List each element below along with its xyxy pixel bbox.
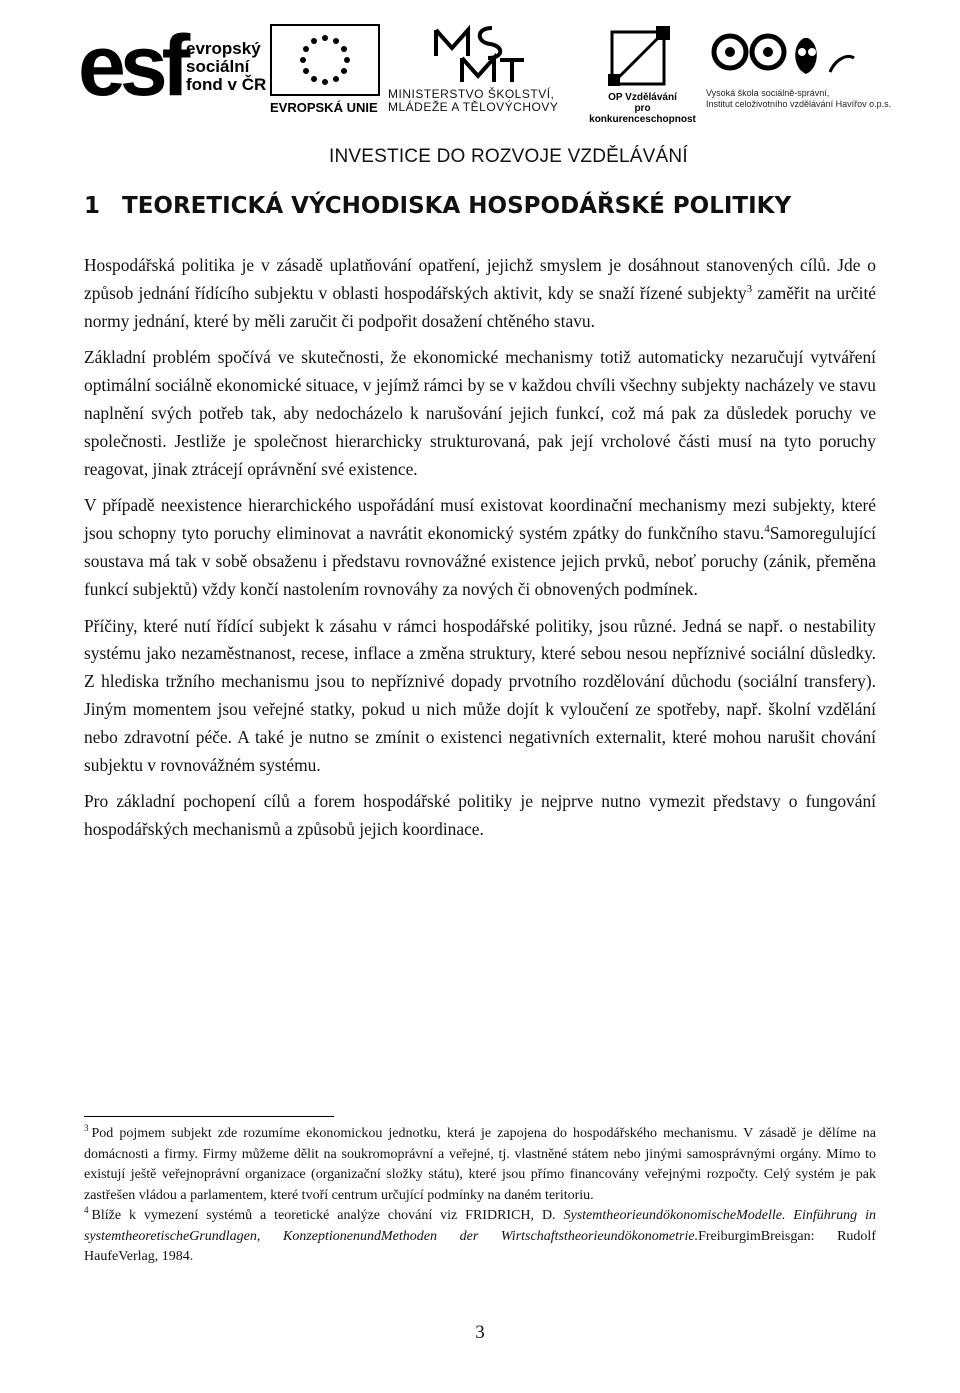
footnote-ref-3[interactable]: 3 (746, 283, 753, 295)
footnote-4-number: 4 (84, 1205, 89, 1216)
esf-line-2: sociální (186, 57, 250, 76)
paragraph-3-text-a: V případě neexistence hierarchického uspořádání musí existovat koordinační mechanismy mezi subjekty, které jsou schopny tyto poruchy eliminovat a navrátit ekonomický systém zpátky do funkčního stavu. (84, 495, 876, 544)
esf-line-1: evropský (186, 39, 261, 58)
paragraph-1 (84, 252, 876, 335)
vss-line-1: Vysoká škola sociálně-správní, (706, 88, 830, 98)
eu-flag-icon (270, 24, 380, 96)
investice-tagline: INVESTICE DO ROZVOJE VZDĚLÁVÁNÍ (329, 146, 688, 167)
esf-mark: esf (78, 18, 185, 114)
vss-line-2: Institut celoživotního vzdělávání Havířov o.p.s. (706, 99, 892, 109)
msmt-line-1: MINISTERSTVO ŠKOLSTVÍ, (388, 87, 555, 101)
chapter-title-text: TEORETICKÁ VÝCHODISKA HOSPODÁŘSKÉ POLITIKY (122, 193, 792, 219)
footnote-3 (84, 1124, 876, 1206)
chapter-title (84, 190, 876, 222)
op-mark-icon (606, 26, 676, 88)
esf-text (186, 40, 266, 94)
footnote-4-text-b: FreiburgimBreisgan: Rudolf HaufeVerlag, 1984. (84, 1228, 876, 1264)
eu-stars-icon (272, 26, 378, 94)
paragraph-3-text-b: Samoregulující soustava má tak v sobě obsaženu i představu rovnovážné existence jejich prvků, neboť poruchy (zánik, přeměna funkcí subjektů) vždy končí nastolením rovnováhy za nových či obnovených podmínek. (84, 523, 876, 599)
header-logo-band (78, 18, 918, 125)
vss-logo (706, 28, 918, 120)
op-line-2: pro konkurenceschopnost (589, 103, 696, 125)
eu-text: EVROPSKÁ UNIE (270, 100, 378, 115)
paragraph-1-text-a: Hospodářská politika je v zásadě uplatňování opatření, jejichž smyslem je dosáhnout stanovených cílů. Jde o způsob jednání řídícího subjektu v oblasti hospodářských aktivit, kdy se snaží řízené subjekty (84, 255, 876, 303)
footnotes (84, 1124, 876, 1268)
msmt-mark-icon (432, 24, 532, 84)
vss-text (706, 88, 891, 110)
paragraph-3 (84, 492, 876, 603)
msmt-line-2: MLÁDEŽE A TĚLOVÝCHOVY (388, 100, 559, 114)
paragraph-5: Pro základní pochopení cílů a forem hospodářské politiky je nejprve nutno vymezit představy o fungování hospodářských mechanismů a způsobů jejich koordinace. (84, 791, 876, 840)
main-content (84, 190, 876, 853)
footnote-ref-4[interactable]: 4 (764, 523, 770, 536)
paragraph-4: Příčiny, které nutí řídící subjekt k zásahu v rámci hospodářské politiky, jsou různé. Jedná se např. o nestability systému jako nezaměstnanost, recese, inflace a změna struktury, které sebou nesou nepříznivé sociální důsledky. Z hlediska tržního mechanismu jsou to nepříznivé dopady prvotního rozdělování důchodu (sociální transfery). Jiným momentem jsou veřejné statky, pokud u nich může dojít k vyloučení ze spotřeby, např. školní vzdělání nebo zdravotní péče. A také je nutno se zmínit o existenci negativních externalit, které mohou narušit chování subjektu v rovnovážném systému. (84, 615, 876, 775)
esf-logo (78, 18, 267, 118)
eu-logo (270, 24, 380, 116)
msmt-logo (388, 24, 588, 116)
paragraph-1-text-b: zaměřit na určité normy jednání, které by měli zaručit či podpořit dosažení chtěného stavu. (84, 282, 876, 331)
op-line-1: OP Vzdělávání (608, 92, 677, 103)
op-vzdelavani-logo (580, 26, 710, 125)
page-number: 3 (475, 1322, 485, 1343)
footnote-3-text: Pod pojmem subjekt zde rozumíme ekonomickou jednotku, která je zapojena do hospodářského mechanismu. V zásadě je dělíme na domácnosti a firmy. Firmy můžeme dělit na soukromoprávní a veřejné, tj. vlastněné státem nebo jinými samosprávnými orgány. Mimo to existují ještě veřejnoprávní organizace (organizační složky státu), které jsou přímo financovány veřejnými rozpočty. Celý systém je pak zastřešen vládou a parlamentem, které tvoří centrum určující podmínky na daném teritoriu. (84, 1126, 876, 1203)
footnote-3-number: 3 (84, 1123, 89, 1134)
footnote-4 (84, 1206, 876, 1268)
esf-line-3: fond v ČR (186, 75, 267, 94)
chapter-number: 1 (84, 193, 101, 219)
footnote-divider (84, 1116, 334, 1117)
msmt-text (388, 88, 558, 114)
footnote-4-title: SystemtheorieundökonomischeModelle. Einführung in systemtheoretischeGrundlagen, KonzeptionenundMethoden der Wirtschaftstheorieundökonometrie. (84, 1208, 876, 1244)
paragraph-2: Základní problém spočívá ve skutečnosti, že ekonomické mechanismy totiž automaticky nezaručují vytváření optimální sociálně ekonomické situace, v jejímž rámci by se v každou chvíli všechny subjekty nacházely ve stavu naplnění svých potřeb tak, aby nedocházelo k narušování jejich funkcí, což má pak za důsledek poruchy ve společnosti. Jestliže je společnost hierarchicky strukturovaná, pak její vrcholové části musí na tyto poruchy reagovat, jinak ztrácejí oprávnění své existence. (84, 347, 876, 479)
vss-owl-icon (708, 28, 858, 84)
op-text (580, 92, 705, 125)
footnote-4-text-a: Blíže k vymezení systémů a teoretické analýze chování viz FRIDRICH, D. (91, 1208, 564, 1223)
